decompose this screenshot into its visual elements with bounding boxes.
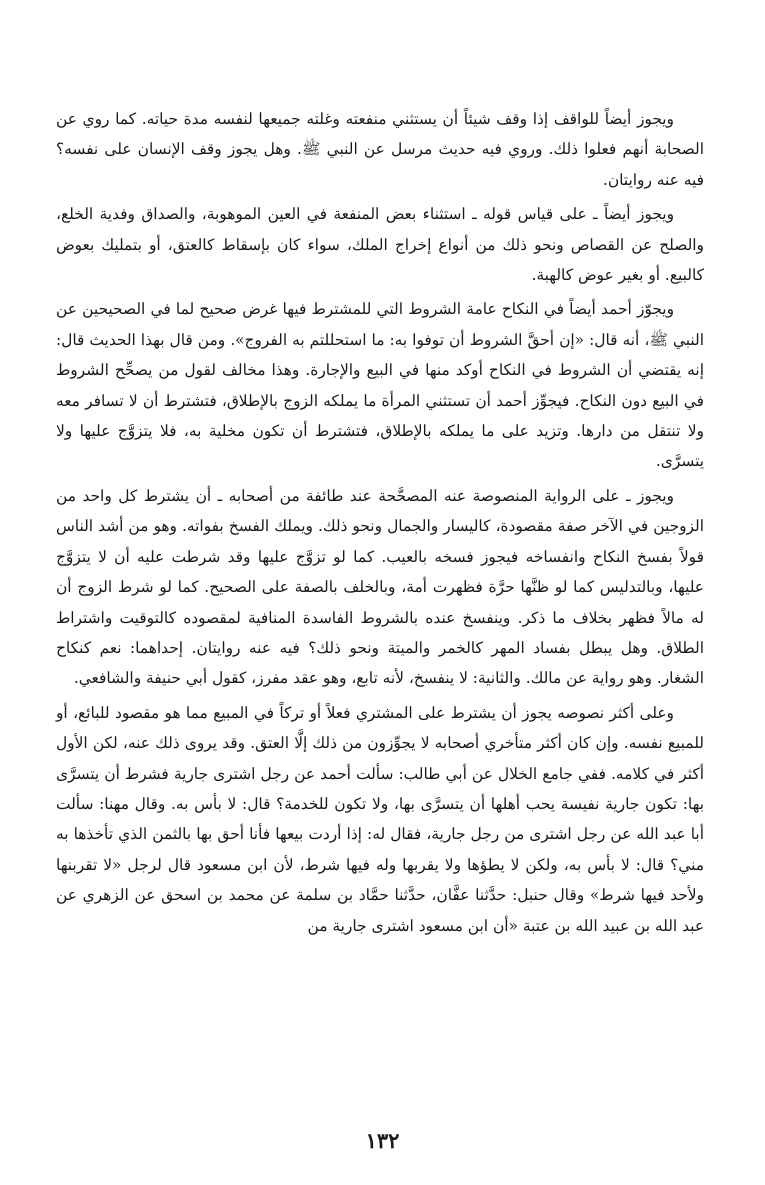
paragraph-4: ويجوز ـ على الرواية المنصوصة عنه المصحَّحة عند طائفة من أصحابه ـ أن يشترط كل واحد من الزوجين في الآخر صفة مقصودة، كاليسار والجمال ونحو ذلك. ويملك الفسخ بفواته. وهو من أشد الناس قولاً بفسخ النكاح وانفساخه فيجوز فسخه بالعيب. كما لو تزوَّج عليها وقد شرطت عليه أن لا يتزوَّج عليها، وبالتدليس كما لو ظنَّها حرَّة فظهرت أمة، وبالخلف بالصفة على الصحيح. كما لو شرط الزوج أن له مالاً فظهر بخلاف ما ذكر. وينفسخ عنده بالشروط الفاسدة المنافية لمقصوده كالتوقيت واشتراط الطلاق. وهل يبطل بفساد المهر كالخمر والميتة ونحو ذلك؟ فيه عنه روايتان. إحداهما: نعم كنكاح الشغار. وهو رواية عن مالك. والثانية: لا ينفسخ، لأنه تابع، وهو عقد مفرز، كقول أبي حنيفة والشافعي. (56, 486, 704, 688)
body-text (56, 104, 704, 941)
paragraph-3: ويجوّز أحمد أيضاً في النكاح عامة الشروط التي للمشترط فيها غرض صحيح لما في الصحيحين عن النبي ﷺ، أنه قال: «إن أحقَّ الشروط أن توفوا به: ما استحللتم به الفروج». ومن قال بهذا الحديث قال: إنه يقتضي أن الشروط في النكاح أوكد منها في البيع والإجارة. وهذا مخالف لقول من يصحِّح الشروط في البيع دون النكاح. فيجوِّز أحمد أن تستثني المرأة ما يملكه الزوج بالإطلاق، فتشترط أن لا تسافر معه ولا تنتقل من دارها. وتزيد على ما يملكه بالإطلاق، فتشترط أن تكون مخلية به، فلا يتزوَّج عليها ولا يتسرَّى. (56, 300, 704, 471)
page-number: ١٣٢ (365, 1128, 400, 1153)
paragraph-1: ويجوز أيضاً للواقف إذا وقف شيئاً أن يستثني منفعته وغلته جميعها لنفسه مدة حياته. كما روي عن الصحابة أنهم فعلوا ذلك. وروي فيه حديث مرسل عن النبي ﷺ. وهل يجوز وقف الإنسان على نفسه؟ فيه عنه روايتان. (56, 110, 704, 189)
paragraph-5: وعلى أكثر نصوصه يجوز أن يشترط على المشتري فعلاً أو تركاً في المبيع مما هو مقصود للبائع، أو للمبيع نفسه. وإن كان أكثر متأخري أصحابه لا يجوِّزون من ذلك إلَّا العتق. وقد يروى ذلك عنه، لكن الأول أكثر في كلامه. ففي جامع الخلال عن أبي طالب: سألت أحمد عن رجل اشترى جارية فشرط أن يتسرَّى بها: تكون جارية نفيسة يحب أهلها أن يتسرَّى بها، ولا تكون للخدمة؟ قال: لا بأس به. وقال مهنا: سألت أبا عبد الله عن رجل اشترى من رجل جارية، فقال له: إذا أردت بيعها فأنا أحق بها بالثمن الذي تأخذها به مني؟ قال: لا بأس به، ولكن لا يطؤها ولا يقربها وله فيها شرط، لأن ابن مسعود قال لرجل «لا تقربنها ولأحد فيها شرط» وقال حنبل: حدَّثنا عفَّان، حدَّثنا حمَّاد بن سلمة عن محمد بن اسحق عن الزهري عن عبد الله بن عبيد الله بن عتبة «أن ابن مسعود اشترى جارية من (56, 703, 704, 935)
book-page (56, 104, 704, 1144)
paragraph-2: ويجوز أيضاً ـ على قياس قوله ـ استثناء بعض المنفعة في العين الموهوبة، والصداق وفدية الخلع، والصلح عن القصاص ونحو ذلك من أنواع إخراج الملك، سواء كان بإسقاط كالعتق، أو بتمليك بعوض كالبيع. أو بغير عوض كالهبة. (56, 205, 704, 285)
